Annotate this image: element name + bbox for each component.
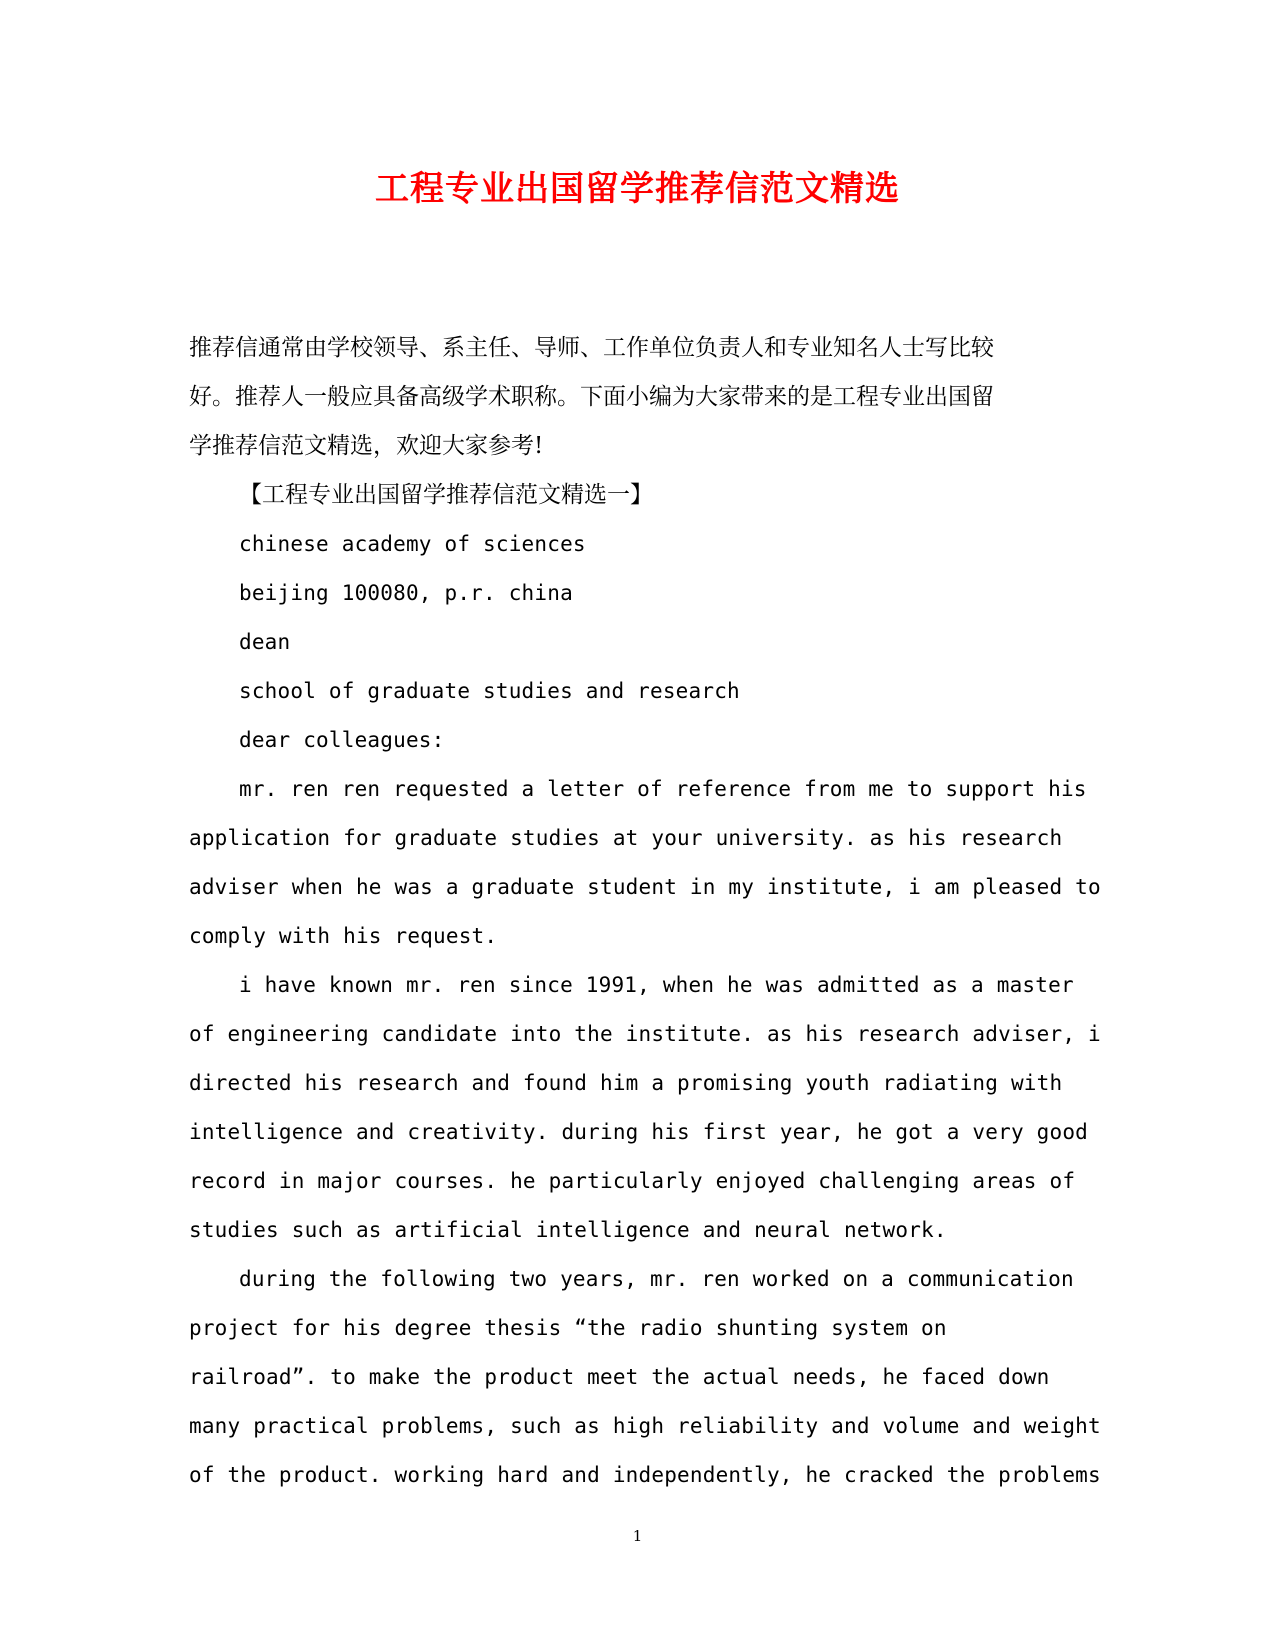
text-line: directed his research and found him a promising youth radiating with xyxy=(189,1071,1063,1095)
text-line: many practical problems, such as high reliability and volume and weight xyxy=(189,1414,1101,1438)
text-line: project for his degree thesis “the radio shunting system on xyxy=(189,1316,947,1340)
text-line: during the following two years, mr. ren worked on a communication xyxy=(239,1267,1074,1291)
text-line: dear colleagues: xyxy=(239,728,445,752)
text-line: of the product. working hard and independently, he cracked the problems xyxy=(189,1463,1101,1487)
text-line: 学推荐信范文精选，欢迎大家参考! xyxy=(189,433,544,459)
text-line: 好。推荐人一般应具备高级学术职称。下面小编为大家带来的是工程专业出国留 xyxy=(189,384,994,410)
text-line: adviser when he was a graduate student in my institute, i am pleased to xyxy=(189,875,1101,899)
text-line: railroad”. to make the product meet the actual needs, he faced down xyxy=(189,1365,1050,1389)
text-line: 推荐信通常由学校领导、系主任、导师、工作单位负责人和专业知名人士写比较 xyxy=(189,335,994,361)
text-line: application for graduate studies at your university. as his research xyxy=(189,826,1063,850)
document-title: 工程专业出国留学推荐信范文精选 xyxy=(375,169,900,209)
page-number: 1 xyxy=(632,1527,643,1545)
text-line: i have known mr. ren since 1991, when he was admitted as a master xyxy=(239,973,1074,997)
text-line: studies such as artificial intelligence and neural network. xyxy=(189,1218,947,1242)
text-line: mr. ren ren requested a letter of reference from me to support his xyxy=(239,777,1087,801)
text-line: chinese academy of sciences xyxy=(239,532,586,556)
text-line: dean xyxy=(239,630,291,654)
text-line: beijing 100080, p.r. china xyxy=(239,581,573,605)
text-line: comply with his request. xyxy=(189,924,498,948)
text-line: 【工程专业出国留学推荐信范文精选一】 xyxy=(239,482,653,508)
document-body xyxy=(189,324,1101,1500)
text-line: school of graduate studies and research xyxy=(239,679,740,703)
text-line: of engineering candidate into the institute. as his research adviser, i xyxy=(189,1022,1101,1046)
text-line: record in major courses. he particularly enjoyed challenging areas of xyxy=(189,1169,1076,1193)
text-line: intelligence and creativity. during his first year, he got a very good xyxy=(189,1120,1089,1144)
